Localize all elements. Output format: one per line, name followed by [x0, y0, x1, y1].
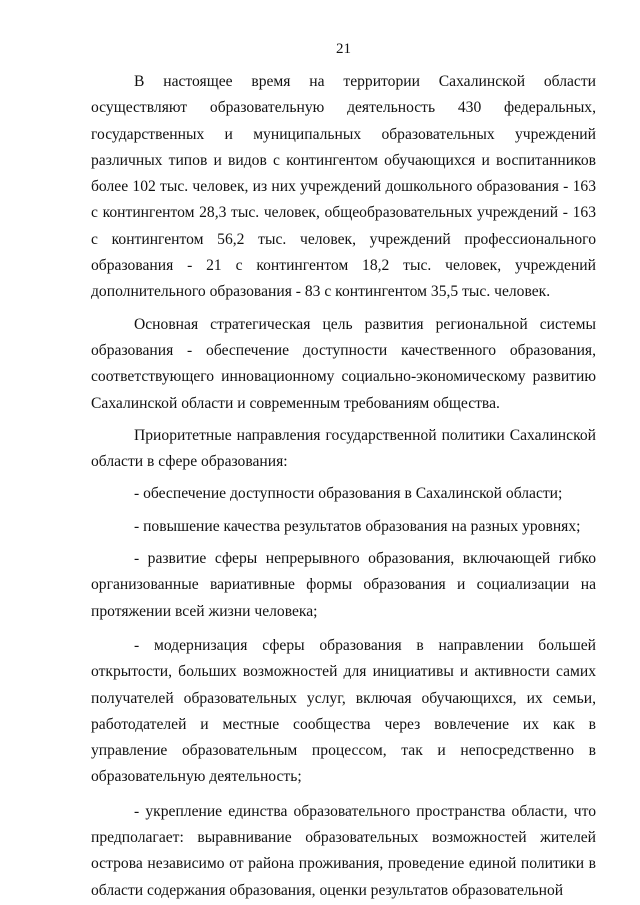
- list-item-quality: - повышение качества результатов образования на разных уровнях;: [134, 517, 581, 535]
- list-item-continuous-education: - развитие сферы непрерывного образования, включающей гибко организованные вариативные формы образования и социализации на протяжении всей жизни человека;: [91, 550, 596, 620]
- list-item-accessibility: - обеспечение доступности образования в Сахалинской области;: [134, 485, 563, 503]
- paragraph-priorities-intro: Приоритетные направления государственной политики Сахалинской области в сфере образования:: [91, 426, 596, 471]
- list-item-modernization: - модернизация сферы образования в направлении большей открытости, больших возможностей для инициативы и активности самих получателей образовательных услуг, включая обучающихся, их семьи, работодателей и местные сообщества через вовлечение их как в управление образовательным процессом, так и непосредственно в образовательную деятельность;: [91, 636, 596, 786]
- page-number: 21: [336, 41, 351, 57]
- list-item-unity: - укрепление единства образовательного пространства области, что предполагает: выравнивание образовательных возможностей жителей острова независимо от района проживания, проведение единой политики в области содержания образования, оценки результатов образовательной: [91, 802, 596, 899]
- paragraph-strategic-goal: Основная стратегическая цель развития региональной системы образования - обеспечение доступности качественного образования, соответствующего инновационному социально-экономическому развитию Сахалинской области и современным требованиям общества.: [91, 315, 596, 412]
- paragraph-institutions: В настоящее время на территории Сахалинской области осуществляют образовательную деятельность 430 федеральных, государственных и муниципальных образовательных учреждений различных типов и видов с контингентом обучающихся и воспитанников более 102 тыс. человек, из них учреждений дошкольного образования - 163 с контингентом 28,3 тыс. человек, общеобразовательных учреждений - 163 с контингентом 56,2 тыс. человек, учреждений профессионального образования - 21 с контингентом 18,2 тыс. человек, учреждений дополнительного образования - 83 с контингентом 35,5 тыс. человек.: [91, 73, 596, 301]
